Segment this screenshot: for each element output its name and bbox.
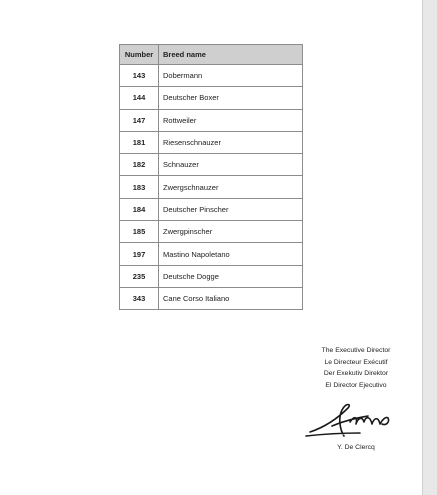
breed-number: 143: [120, 65, 159, 87]
breed-name: Deutsche Dogge: [159, 265, 303, 287]
breed-name: Zwergschnauzer: [159, 176, 303, 198]
breed-number: 147: [120, 109, 159, 131]
director-title-es: El Director Ejecutivo: [325, 381, 387, 389]
table-row: [120, 243, 303, 265]
breed-number: 183: [120, 176, 159, 198]
table-row: [120, 87, 303, 109]
table-row: [120, 131, 303, 153]
director-title-fr: Le Directeur Exécutif: [324, 358, 388, 366]
breed-number: 184: [120, 198, 159, 220]
breed-name: Cane Corso Italiano: [159, 287, 303, 309]
breed-name: Riesenschnauzer: [159, 131, 303, 153]
breed-number: 343: [120, 287, 159, 309]
table-row: [120, 287, 303, 309]
director-title-block: [290, 345, 422, 391]
breed-number: 235: [120, 265, 159, 287]
breed-name: Mastino Napoletano: [159, 243, 303, 265]
breed-name: Deutscher Boxer: [159, 87, 303, 109]
breed-number: 182: [120, 154, 159, 176]
breed-table: [119, 44, 303, 310]
director-title-de: Der Exekutiv Direktor: [323, 370, 389, 377]
table-row: [120, 109, 303, 131]
breed-number: 181: [120, 131, 159, 153]
table-row: [120, 198, 303, 220]
breed-number: 185: [120, 221, 159, 243]
breed-name: Dobermann: [159, 65, 303, 87]
breed-name: Deutscher Pinscher: [159, 198, 303, 220]
column-header-breed-name: Breed name: [159, 45, 303, 65]
breed-name: Rottweiler: [159, 109, 303, 131]
table-row: [120, 265, 303, 287]
table-row: [120, 176, 303, 198]
breed-name: Zwergpinscher: [159, 221, 303, 243]
handwritten-signature: [302, 396, 402, 442]
table-header-row: [120, 45, 303, 65]
table-row: [120, 221, 303, 243]
column-header-number: Number: [120, 45, 159, 65]
table-row: [120, 154, 303, 176]
breed-number: 144: [120, 87, 159, 109]
director-title-en: The Executive Director: [321, 347, 391, 354]
breed-name: Schnauzer: [159, 154, 303, 176]
signer-name: Y. De Clercq: [337, 444, 375, 451]
table-row: [120, 65, 303, 87]
page-edge: [423, 0, 437, 495]
breed-number: 197: [120, 243, 159, 265]
